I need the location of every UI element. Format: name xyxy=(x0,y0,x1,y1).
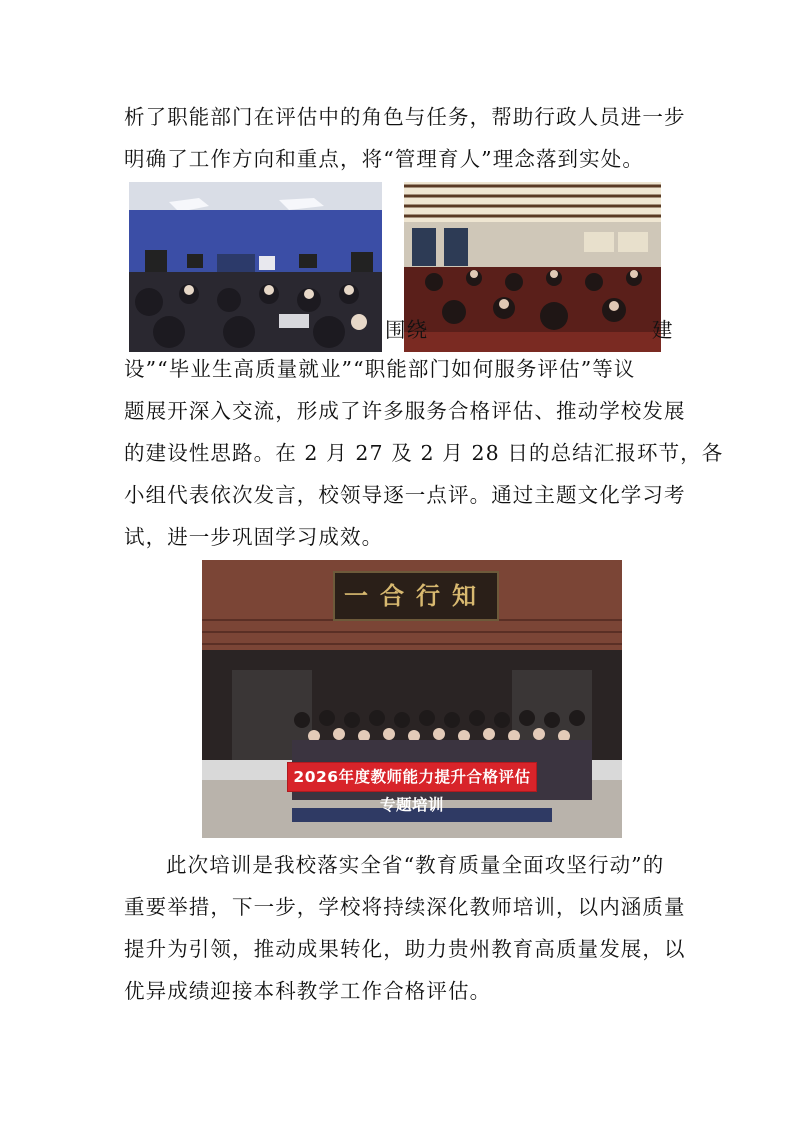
paragraph-line: 的建设性思路。在 2 月 27 及 2 月 28 日的总结汇报环节，各 xyxy=(124,441,724,465)
paragraph-line: 重要举措，下一步，学校将持续深化教师培训，以内涵质量 xyxy=(124,895,686,919)
classroom-photo xyxy=(129,182,382,352)
paragraph-line: 析了职能部门在评估中的角色与任务，帮助行政人员进一步 xyxy=(124,105,686,129)
paragraph-line: 此次培训是我校落实全省“教育质量全面攻坚行动”的 xyxy=(166,853,665,877)
paragraph-line-fragment: 建 xyxy=(652,318,674,342)
paragraph-line: 小组代表依次发言，校领导逐一点评。通过主题文化学习考 xyxy=(124,483,686,507)
training-banner: 2026年度教师能力提升合格评估专题培训 xyxy=(287,762,537,792)
auditorium-photo xyxy=(404,182,661,352)
plaque-sign: 一合行知 xyxy=(333,571,499,621)
paragraph-line: 题展开深入交流，形成了许多服务合格评估、推动学校发展 xyxy=(124,399,686,423)
paragraph-line: 明确了工作方向和重点，将“管理育人”理念落到实处。 xyxy=(124,147,644,171)
paragraph-line: 优异成绩迎接本科教学工作合格评估。 xyxy=(124,979,492,1003)
paragraph-line: 提升为引领，推动成果转化，助力贵州教育高质量发展，以 xyxy=(124,937,686,961)
paragraph-line: 设”“毕业生高质量就业”“职能部门如何服务评估”等议 xyxy=(124,357,636,381)
paragraph-line-fragment: 围绕 xyxy=(385,318,429,342)
paragraph-line: 试，进一步巩固学习成效。 xyxy=(124,525,384,549)
